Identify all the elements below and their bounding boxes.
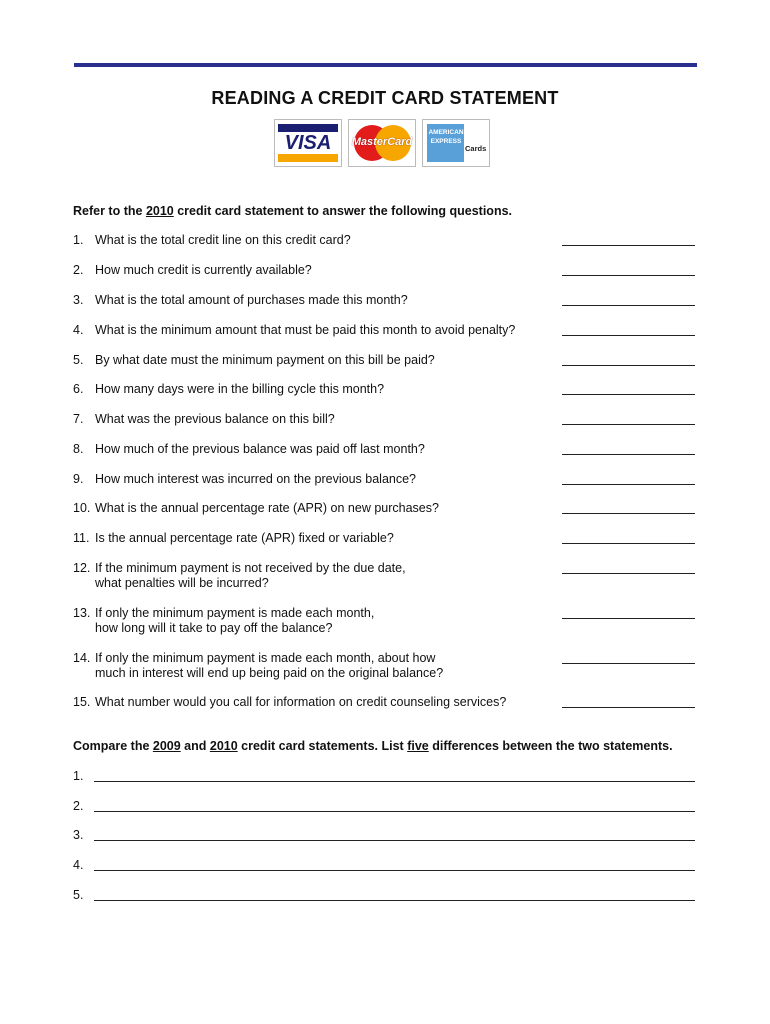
question-number: 11. [73, 531, 90, 545]
difference-line-1[interactable] [94, 781, 695, 782]
difference-number: 3. [73, 828, 84, 842]
question-number: 3. [73, 293, 84, 307]
answer-line-15[interactable] [562, 707, 695, 708]
compare-heading: Compare the 2009 and 2010 credit card statements. List five differences between the two statements. [73, 739, 673, 753]
amex-logo-text: AMERICAN EXPRESS [428, 129, 464, 145]
question-7 [73, 412, 335, 427]
question-text: How much of the previous balance was paid off last month? [95, 442, 425, 456]
question-1 [73, 233, 351, 248]
question-text: What is the annual percentage rate (APR) on new purchases? [95, 501, 439, 515]
answer-line-13[interactable] [562, 618, 695, 619]
question-number: 14. [73, 651, 91, 665]
answer-line-5[interactable] [562, 365, 695, 366]
question-number: 7. [73, 412, 84, 426]
question-3 [73, 293, 408, 308]
question-text: How much credit is currently available? [95, 263, 312, 277]
question-number: 4. [73, 323, 84, 337]
answer-line-10[interactable] [562, 513, 695, 514]
question-number: 5. [73, 353, 84, 367]
question-text: What was the previous balance on this bill? [95, 412, 335, 426]
mastercard-logo-text: MasterCard [351, 136, 413, 148]
question-6 [73, 382, 384, 397]
question-4 [73, 323, 515, 338]
question-number: 2. [73, 263, 84, 277]
question-text: If the minimum payment is not received by the due date, what penalties will be incurred? [95, 561, 406, 590]
question-text: What is the minimum amount that must be paid this month to avoid penalty? [95, 323, 516, 337]
question-15 [73, 695, 506, 710]
question-13 [73, 606, 374, 636]
answer-line-2[interactable] [562, 275, 695, 276]
question-11 [73, 531, 394, 546]
card-logos [274, 119, 490, 167]
answer-line-4[interactable] [562, 335, 695, 336]
question-number: 10. [73, 501, 91, 515]
answer-line-14[interactable] [562, 663, 695, 664]
question-text: If only the minimum payment is made each month, about how much in interest will end up being paid on the original balance? [95, 651, 444, 680]
visa-logo-text: VISA [284, 132, 332, 154]
question-9 [73, 472, 416, 487]
answer-line-8[interactable] [562, 454, 695, 455]
difference-number: 1. [73, 769, 84, 783]
difference-line-4[interactable] [94, 870, 695, 871]
question-text: What is the total credit line on this credit card? [95, 233, 351, 247]
answer-line-11[interactable] [562, 543, 695, 544]
answer-line-6[interactable] [562, 394, 695, 395]
difference-line-3[interactable] [94, 840, 695, 841]
difference-number: 5. [73, 888, 84, 902]
top-rule [74, 63, 697, 67]
difference-number: 4. [73, 858, 84, 872]
question-text: How many days were in the billing cycle this month? [95, 382, 385, 396]
page-title: READING A CREDIT CARD STATEMENT [211, 88, 559, 108]
question-text: Is the annual percentage rate (APR) fixed or variable? [95, 531, 394, 545]
question-number: 15. [73, 695, 91, 709]
question-text: By what date must the minimum payment on this bill be paid? [95, 353, 435, 367]
question-number: 12. [73, 561, 91, 575]
question-number: 9. [73, 472, 84, 486]
question-5 [73, 353, 435, 368]
mastercard-logo [348, 119, 416, 167]
difference-number: 2. [73, 799, 84, 813]
answer-line-9[interactable] [562, 484, 695, 485]
question-text: How much interest was incurred on the previous balance? [95, 472, 417, 486]
answer-line-1[interactable] [562, 245, 695, 246]
visa-logo [274, 119, 342, 167]
question-text: What number would you call for information on credit counseling services? [95, 695, 507, 709]
question-text: What is the total amount of purchases made this month? [95, 293, 408, 307]
question-text: If only the minimum payment is made each month, how long will it take to pay off the balance? [95, 606, 375, 635]
question-number: 8. [73, 442, 84, 456]
question-number: 1. [73, 233, 84, 247]
amex-logo [422, 119, 490, 167]
question-number: 6. [73, 382, 84, 396]
question-10 [73, 501, 439, 516]
answer-line-7[interactable] [562, 424, 695, 425]
answer-line-12[interactable] [562, 573, 695, 574]
instructions-heading: Refer to the 2010 credit card statement to answer the following questions. [73, 204, 513, 218]
difference-line-5[interactable] [94, 900, 695, 901]
question-number: 13. [73, 606, 91, 620]
question-8 [73, 442, 425, 457]
amex-cards-text: Cards [465, 144, 487, 153]
question-2 [73, 263, 312, 278]
question-14 [73, 651, 443, 681]
question-12 [73, 561, 406, 591]
answer-line-3[interactable] [562, 305, 695, 306]
difference-line-2[interactable] [94, 811, 695, 812]
